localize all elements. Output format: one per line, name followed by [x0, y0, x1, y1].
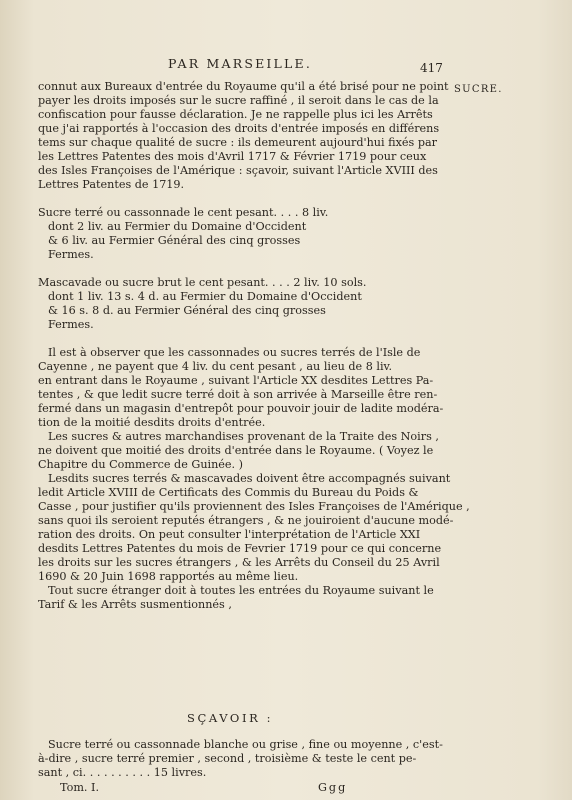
tariff-line: Sucre terré ou cassonnade le cent pesant. . . . 8 liv.	[38, 206, 329, 219]
tariff-line: dont 2 liv. au Fermier du Domaine d'Occident	[48, 220, 307, 233]
text-line: les droits sur les sucres étrangers , & les Arrêts du Conseil du 25 Avril	[38, 556, 440, 569]
tariff-line: & 16 s. 8 d. au Fermier Général des cinq grosses	[48, 304, 326, 317]
tariff-line: Fermes.	[48, 248, 94, 261]
text-line: confiscation pour fausse déclaration. Je ne rappelle plus ici les Arrêts	[38, 108, 433, 121]
text-line: Sucre terré ou cassonnade blanche ou grise , fine ou moyenne , c'est-	[48, 738, 443, 751]
text-line: tion de la moitié desdits droits d'entrée.	[38, 416, 266, 429]
text-line: Lesdits sucres terrés & mascavades doivent être accompagnés suivant	[48, 472, 451, 485]
signature-mark: Ggg	[318, 781, 348, 794]
text-line: payer les droits imposés sur le sucre raffiné , il seroit dans le cas de la	[38, 94, 439, 107]
text-line: les Lettres Patentes des mois d'Avril 1717 & Février 1719 pour ceux	[38, 150, 427, 163]
text-line: fermé dans un magasin d'entrepôt pour pouvoir jouir de ladite modéra-	[38, 402, 444, 415]
tariff-line: dont 1 liv. 13 s. 4 d. au Fermier du Domaine d'Occident	[48, 290, 362, 303]
text-line: ration des droits. On peut consulter l'interprétation de l'Article XXI	[38, 528, 421, 541]
text-line: Chapitre du Commerce de Guinée. )	[38, 458, 244, 471]
text-line: ne doivent que moitié des droits d'entrée dans le Royaume. ( Voyez le	[38, 444, 434, 457]
volume-label: Tom. I.	[60, 781, 100, 794]
tariff-line: & 6 liv. au Fermier Général des cinq grosses	[48, 234, 301, 247]
margin-note: SUCRE.	[454, 84, 503, 95]
text-line: Lettres Patentes de 1719.	[38, 178, 185, 191]
text-line: Tarif & les Arrêts susmentionnés ,	[38, 598, 232, 611]
text-line: tentes , & que ledit sucre terré doit à son arrivée à Marseille être ren-	[38, 388, 438, 401]
text-line: tems sur chaque qualité de sucre : ils demeurent aujourd'hui fixés par	[38, 136, 438, 149]
text-line: 1690 & 20 Juin 1698 rapportés au même lieu.	[38, 570, 299, 583]
text-line: Cayenne , ne payent que 4 liv. du cent pesant , au lieu de 8 liv.	[38, 360, 393, 373]
section-heading: SÇAVOIR :	[187, 711, 274, 725]
text-line: à-dire , sucre terré premier , second , troisième & teste le cent pe-	[38, 752, 417, 765]
text-line: Tout sucre étranger doit à toutes les entrées du Royaume suivant le	[48, 584, 434, 597]
text-line: sant , ci. . . . . . . . . . 15 livres.	[38, 766, 207, 779]
text-line: desdits Lettres Patentes du mois de Fevrier 1719 pour ce qui concerne	[38, 542, 442, 555]
text-line: en entrant dans le Royaume , suivant l'Article XX desdites Lettres Pa-	[38, 374, 434, 387]
text-line: des Isles Françoises de l'Amérique : sçavoir, suivant l'Article XVIII des	[38, 164, 438, 177]
page-number: 417	[420, 61, 443, 75]
tariff-line: Mascavade ou sucre brut le cent pesant. . . . 2 liv. 10 sols.	[38, 276, 367, 289]
tariff-line: Fermes.	[48, 318, 94, 331]
running-title: PAR MARSEILLE.	[168, 56, 313, 71]
text-line: ledit Article XVIII de Certificats des Commis du Bureau du Poids &	[38, 486, 419, 499]
text-line: sans quoi ils seroient reputés étrangers , & ne jouiroient d'aucune modé-	[38, 514, 454, 527]
text-line: connut aux Bureaux d'entrée du Royaume qu'il a été brisé pour ne point	[38, 80, 449, 93]
text-line: Casse , pour justifier qu'ils proviennent des Isles Françoises de l'Amérique ,	[38, 500, 470, 513]
text-line: Il est à observer que les cassonnades ou sucres terrés de l'Isle de	[48, 346, 421, 359]
text-line: Les sucres & autres marchandises provenant de la Traite des Noirs ,	[48, 430, 439, 443]
text-line: que j'ai rapportés à l'occasion des droits d'entrée imposés en différens	[38, 122, 440, 135]
